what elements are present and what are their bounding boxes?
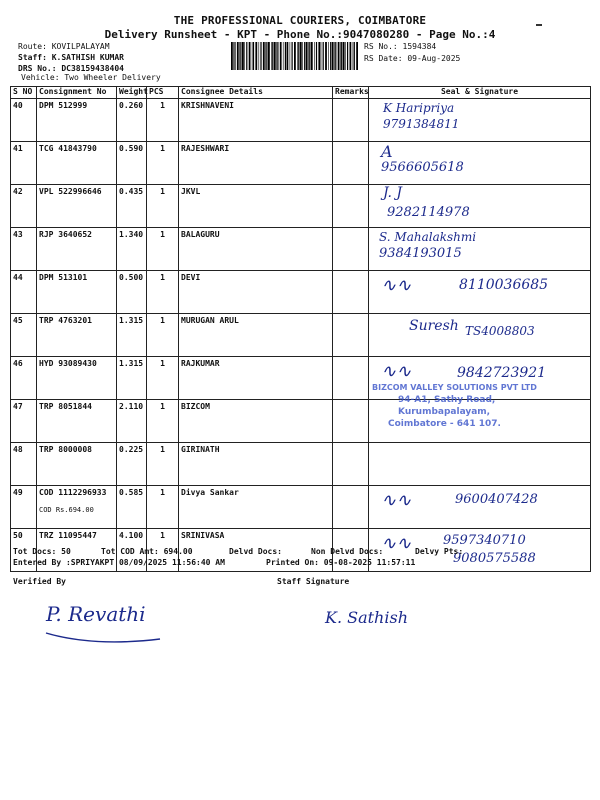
weight-cell-text: 1.340 <box>119 230 144 239</box>
sno-cell-text: 40 <box>13 101 23 110</box>
col-pcs: PCS <box>147 87 179 99</box>
consignment-cell-text: TRZ 11095447 <box>39 531 97 540</box>
mark-dash <box>536 24 542 26</box>
consignment-cell-text: COD 1112296933 <box>39 488 107 497</box>
remarks-cell <box>333 271 369 314</box>
weight-cell <box>117 443 147 486</box>
runsheet-table <box>10 86 591 572</box>
pcs-cell-text: 1 <box>160 144 165 153</box>
consignee-cell-text: MURUGAN ARUL <box>181 316 239 325</box>
weight-cell <box>117 185 147 228</box>
pcs-cell <box>147 400 179 443</box>
barcode-bar <box>234 42 235 70</box>
tot-cod: Tot COD Amt: 694.00 <box>101 547 193 556</box>
barcode-bar <box>302 42 303 70</box>
barcode-bar <box>356 42 358 70</box>
pcs-cell-text: 1 <box>160 488 165 497</box>
barcode-bar <box>231 42 233 70</box>
sno-cell <box>11 271 37 314</box>
barcode-bar <box>246 42 247 70</box>
weight-cell <box>117 228 147 271</box>
handwritten-name: A <box>381 142 393 161</box>
handwritten-phone: 9384193015 <box>379 246 462 261</box>
weight-cell <box>117 271 147 314</box>
barcode-bar <box>350 42 352 70</box>
sno-cell-text: 45 <box>13 316 23 325</box>
weight-cell-text: 4.100 <box>119 531 144 540</box>
staff: Staff: K.SATHISH KUMAR <box>18 53 124 62</box>
col-weight: Weight <box>117 87 147 99</box>
barcode-bar <box>321 42 322 70</box>
consignee-cell <box>179 271 333 314</box>
pcs-cell-text: 1 <box>160 402 165 411</box>
consignment-cell-text: TRP 8051844 <box>39 402 92 411</box>
handwritten-phone: 9282114978 <box>387 205 470 220</box>
consignee-cell <box>179 185 333 228</box>
barcode-bar <box>316 42 317 70</box>
barcode-bar <box>260 42 261 70</box>
runsheet-subtitle: Delivery Runsheet - KPT - Phone No.:9047080280 - Page No.:4 <box>104 28 496 41</box>
sno-cell-text: 44 <box>13 273 23 282</box>
tot-docs: Tot Docs: 50 <box>13 547 71 556</box>
consignee-cell-text: Divya Sankar <box>181 488 239 497</box>
barcode-bar <box>309 42 310 70</box>
signature-scribble: ∿∿ <box>381 275 412 296</box>
barcode-bar <box>271 42 272 70</box>
consignee-cell <box>179 486 333 529</box>
consignment-cell <box>37 357 117 400</box>
barcode-bar <box>287 42 289 70</box>
pcs-cell <box>147 357 179 400</box>
drs-number: DRS No.: DC38159438404 <box>18 64 124 73</box>
sno-cell <box>11 486 37 529</box>
vehicle: Vehicle: Two Wheeler Delivery <box>21 73 161 82</box>
sno-cell-text: 49 <box>13 488 23 497</box>
barcode-bar <box>323 42 324 70</box>
barcode-bar <box>233 42 234 70</box>
barcode-bar <box>332 42 334 70</box>
consignee-cell <box>179 314 333 357</box>
barcode-bar <box>272 42 273 70</box>
consignee-cell-text: KRISHNAVENI <box>181 101 234 110</box>
barcode-bar <box>266 42 267 70</box>
handwritten-phone: 9791384811 <box>383 117 460 131</box>
handwritten-phone: 9566605618 <box>381 160 464 175</box>
barcode-bar <box>353 42 354 70</box>
table-row <box>11 271 591 314</box>
barcode-bar <box>265 42 266 70</box>
remarks-cell <box>333 357 369 400</box>
staff-signature: K. Sathish <box>325 608 408 627</box>
remarks-cell <box>333 142 369 185</box>
sno-cell <box>11 443 37 486</box>
pcs-cell-text: 1 <box>160 359 165 368</box>
consignee-cell-text: BALAGURU <box>181 230 220 239</box>
col-signature: Seal & Signature <box>369 87 591 99</box>
barcode <box>231 42 359 70</box>
consignee-cell-text: JKVL <box>181 187 201 196</box>
pcs-cell <box>147 314 179 357</box>
weight-cell-text: 0.225 <box>119 445 144 454</box>
weight-cell-text: 2.110 <box>119 402 144 411</box>
consignment-cell <box>37 271 117 314</box>
sno-cell <box>11 228 37 271</box>
stamp-line: Coimbatore - 641 107. <box>388 419 501 429</box>
barcode-bar <box>255 42 257 70</box>
pcs-cell <box>147 271 179 314</box>
table-body <box>11 99 591 572</box>
consignee-cell-text: BIZCOM <box>181 402 210 411</box>
sno-cell-text: 50 <box>13 531 23 540</box>
barcode-bar <box>341 42 342 70</box>
table-row <box>11 486 591 529</box>
consignment-cell-text: DPM 513101 <box>39 273 88 282</box>
barcode-bar <box>244 42 245 70</box>
barcode-bar <box>334 42 335 70</box>
pcs-cell <box>147 228 179 271</box>
consignment-cell <box>37 228 117 271</box>
barcode-bar <box>259 42 260 70</box>
handwritten-name: S. Mahalakshmi <box>379 230 477 244</box>
signature-underline <box>44 625 164 645</box>
barcode-bar <box>239 42 240 70</box>
stamp-line: 94-A1, Sathy Road, <box>398 395 496 405</box>
barcode-bar <box>292 42 293 70</box>
stamp-line: Kurumbapalayam, <box>398 407 491 417</box>
barcode-bar <box>338 42 340 70</box>
sno-cell <box>11 185 37 228</box>
remarks-cell <box>333 314 369 357</box>
table-row <box>11 185 591 228</box>
signature-cell <box>369 314 591 357</box>
signature-scribble: ∿∿ <box>381 490 412 511</box>
barcode-bar <box>268 42 270 70</box>
pcs-cell <box>147 486 179 529</box>
barcode-bar <box>340 42 341 70</box>
company-title: THE PROFESSIONAL COURIERS, COIMBATORE <box>173 14 427 27</box>
sno-cell <box>11 314 37 357</box>
barcode-bar <box>345 42 346 70</box>
consignee-cell-text: GIRINATH <box>181 445 220 454</box>
consignee-cell-text: DEVI <box>181 273 201 282</box>
sno-cell <box>11 400 37 443</box>
weight-cell-text: 0.435 <box>119 187 144 196</box>
rs-number: RS No.: 1594384 <box>364 42 437 51</box>
barcode-bar <box>298 42 299 70</box>
pcs-cell-text: 1 <box>160 101 165 110</box>
handwritten-phone: TS4008803 <box>465 324 535 338</box>
consignee-cell-text: RAJKUMAR <box>181 359 220 368</box>
remarks-cell <box>333 486 369 529</box>
verified-by-label: Verified By <box>13 577 66 586</box>
table-row <box>11 228 591 271</box>
consignment-cell-text: HYD 93089430 <box>39 359 97 368</box>
signature-cell <box>369 228 591 271</box>
consignment-cell-text: VPL 522996646 <box>39 187 102 196</box>
staff-signature-label: Staff Signature <box>277 577 350 586</box>
remarks-cell <box>333 185 369 228</box>
barcode-bar <box>300 42 302 70</box>
consignment-cell <box>37 400 117 443</box>
barcode-bar <box>290 42 291 70</box>
pcs-cell-text: 1 <box>160 316 165 325</box>
barcode-bar <box>249 42 251 70</box>
sno-cell <box>11 357 37 400</box>
pcs-cell-text: 1 <box>160 445 165 454</box>
remarks-cell <box>333 400 369 443</box>
signature-scribble: ∿∿ <box>381 533 412 554</box>
remarks-cell <box>333 228 369 271</box>
sno-cell-text: 47 <box>13 402 23 411</box>
delvd-docs: Delvd Docs: <box>229 547 282 556</box>
consignee-cell <box>179 99 333 142</box>
sno-cell-text: 43 <box>13 230 23 239</box>
consignment-cell <box>37 142 117 185</box>
barcode-bar <box>325 42 327 70</box>
barcode-bar <box>314 42 315 70</box>
weight-cell <box>117 486 147 529</box>
barcode-bar <box>277 42 278 70</box>
barcode-bar <box>263 42 265 70</box>
consignment-cell <box>37 99 117 142</box>
delvy-pts: Delvy Pts: <box>415 547 464 556</box>
consignment-cell-text: TRP 8000008 <box>39 445 92 454</box>
col-consignment: Consignment No <box>37 87 117 99</box>
printed-on: Printed On: 09-08-2025 11:57:11 <box>266 558 416 567</box>
consignment-cell <box>37 314 117 357</box>
weight-cell <box>117 99 147 142</box>
barcode-bar <box>242 42 244 70</box>
col-remarks: Remarks <box>333 87 369 99</box>
consignment-cell-text: TCG 41843790 <box>39 144 97 153</box>
handwritten-name: K Haripriya <box>383 101 455 115</box>
non-delvd-docs: Non Delvd Docs: <box>311 547 384 556</box>
table-row <box>11 443 591 486</box>
handwritten-phone: 9600407428 <box>455 492 538 507</box>
weight-cell-text: 0.585 <box>119 488 144 497</box>
route: Route: KOVILPALAYAM <box>18 42 110 51</box>
rs-date: RS Date: 09-Aug-2025 <box>364 54 461 63</box>
consignee-cell <box>179 142 333 185</box>
consignee-cell <box>179 443 333 486</box>
weight-cell <box>117 142 147 185</box>
barcode-bar <box>335 42 336 70</box>
barcode-bar <box>274 42 276 70</box>
weight-cell <box>117 314 147 357</box>
table-row <box>11 142 591 185</box>
barcode-bar <box>297 42 298 70</box>
barcode-bar <box>318 42 320 70</box>
handwritten-phone: 8110036685 <box>459 277 549 293</box>
barcode-bar <box>311 42 313 70</box>
barcode-bar <box>306 42 308 70</box>
barcode-bar <box>308 42 309 70</box>
handwritten-name: Suresh <box>409 318 459 334</box>
barcode-bar <box>240 42 241 70</box>
col-consignee: Consignee Details <box>179 87 333 99</box>
barcode-bar <box>252 42 253 70</box>
pcs-cell-text: 1 <box>160 531 165 540</box>
entered-by: Entered By :SPRIYAKPT 08/09/2025 11:56:40 AM <box>13 558 225 567</box>
consignee-cell <box>179 400 333 443</box>
signature-cell <box>369 99 591 142</box>
signature-cell <box>369 443 591 486</box>
barcode-bar <box>304 42 305 70</box>
pcs-cell <box>147 185 179 228</box>
pcs-cell-text: 1 <box>160 273 165 282</box>
barcode-bar <box>328 42 329 70</box>
signature-cell <box>369 185 591 228</box>
weight-cell <box>117 357 147 400</box>
consignment-cell <box>37 486 117 529</box>
consignment-cell-text: RJP 3640652 <box>39 230 92 239</box>
weight-cell-text: 1.315 <box>119 359 144 368</box>
barcode-bar <box>347 42 348 70</box>
barcode-bar <box>285 42 286 70</box>
handwritten-name: J. J <box>383 185 403 201</box>
sno-cell <box>11 99 37 142</box>
consignee-cell <box>179 357 333 400</box>
signature-cell <box>369 271 591 314</box>
table-row <box>11 314 591 357</box>
barcode-bar <box>253 42 254 70</box>
barcode-bar <box>280 42 282 70</box>
weight-cell-text: 0.590 <box>119 144 144 153</box>
barcode-bar <box>283 42 284 70</box>
barcode-bar <box>354 42 355 70</box>
sno-cell-text: 48 <box>13 445 23 454</box>
stamp-line: BIZCOM VALLEY SOLUTIONS PVT LTD <box>372 383 537 392</box>
barcode-bar <box>276 42 277 70</box>
pcs-cell <box>147 99 179 142</box>
consignment-cell-text: DPM 512999 <box>39 101 88 110</box>
sno-cell-text: 42 <box>13 187 23 196</box>
barcode-bar <box>237 42 239 70</box>
weight-cell-text: 0.500 <box>119 273 144 282</box>
pcs-cell-text: 1 <box>160 187 165 196</box>
consignee-cell-text: RAJESHWARI <box>181 144 230 153</box>
pcs-cell-text: 1 <box>160 230 165 239</box>
cod-amount: COD Rs.694.00 <box>39 506 94 514</box>
consignment-cell <box>37 185 117 228</box>
remarks-cell <box>333 443 369 486</box>
signature-scribble: ∿∿ <box>381 361 412 382</box>
company-stamp <box>372 382 542 430</box>
weight-cell-text: 0.260 <box>119 101 144 110</box>
remarks-cell <box>333 99 369 142</box>
handwritten-phone: 9842723921 <box>457 365 547 381</box>
pcs-cell <box>147 142 179 185</box>
verified-signature: P. Revathi <box>46 602 146 626</box>
handwritten-phone: 9080575588 <box>453 551 536 566</box>
barcode-bar <box>330 42 331 70</box>
table-row <box>11 99 591 142</box>
barcode-bar <box>343 42 345 70</box>
col-sno: S NO <box>11 87 37 99</box>
sno-cell-text: 41 <box>13 144 23 153</box>
table-header-row <box>11 87 591 99</box>
sno-cell <box>11 142 37 185</box>
signature-cell <box>369 142 591 185</box>
sno-cell-text: 46 <box>13 359 23 368</box>
handwritten-phone: 9597340710 <box>443 533 526 548</box>
weight-cell-text: 1.315 <box>119 316 144 325</box>
consignee-cell <box>179 228 333 271</box>
weight-cell <box>117 400 147 443</box>
consignment-cell <box>37 443 117 486</box>
consignment-cell-text: TRP 4763201 <box>39 316 92 325</box>
barcode-bar <box>294 42 296 70</box>
consignee-cell-text: SRINIVASA <box>181 531 225 540</box>
pcs-cell <box>147 443 179 486</box>
signature-cell <box>369 486 591 529</box>
